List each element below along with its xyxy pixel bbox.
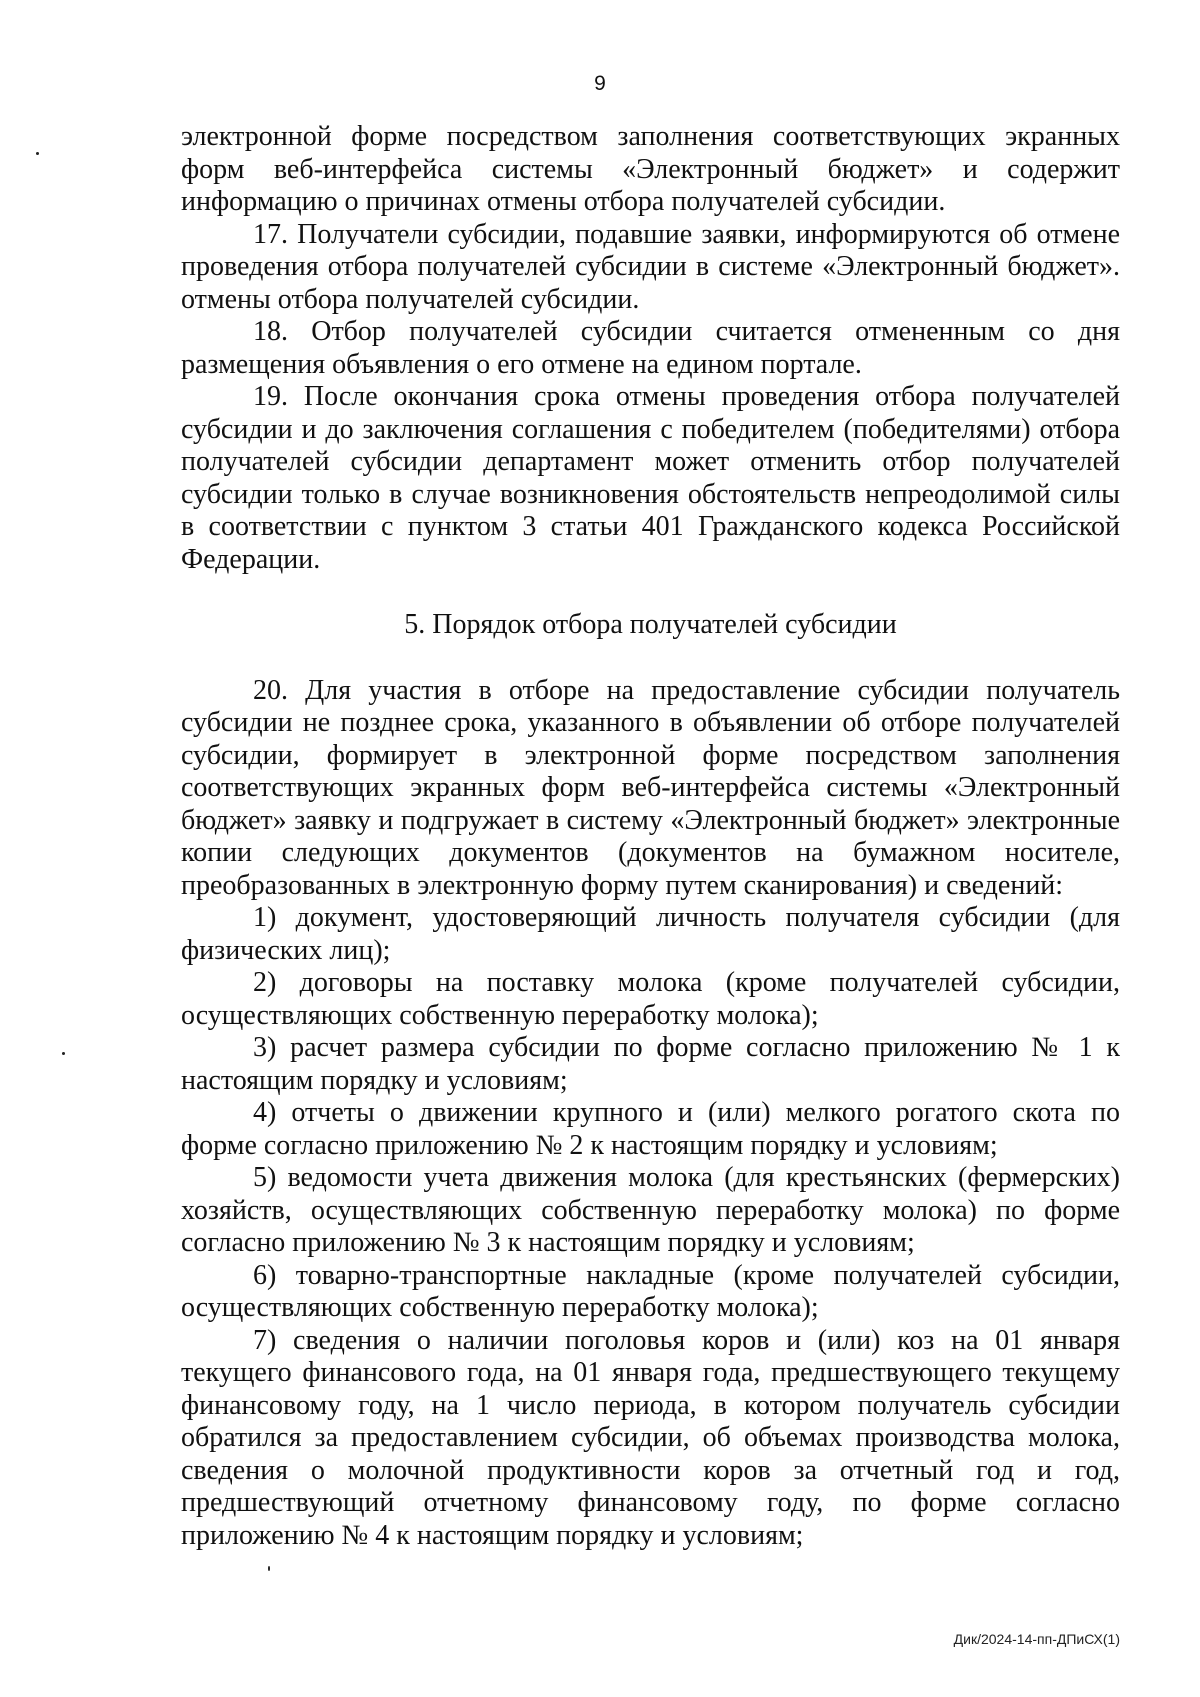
paragraph-20: 20. Для участия в отборе на предоставление субсидии получатель субсидии не позднее срока, указанного в объявлении об отборе получателей субсидии, формирует в электронной форме посредством заполнения соответствующих экранных форм веб-интерфейса системы «Электронный бюджет» заявку и подгружает в систему «Электронный бюджет» электронные копии следующих документов (документов на бумажном носителе, преобразованных в электронную форму путем сканирования) и сведений: [181, 674, 1120, 901]
document-body [181, 121, 1120, 1552]
page-number: 9 [594, 72, 606, 95]
list-item-1: 1) документ, удостоверяющий личность получателя субсидии (для физических лиц); [181, 902, 1120, 966]
paragraph-continuation: электронной форме посредством заполнения соответствующих экранных форм веб-интерфейса системы «Электронный бюджет» и содержит информацию о причинах отмены отбора получателей субсидии. [181, 121, 1120, 217]
paragraph-19: 19. После окончания срока отмены проведения отбора получателей субсидии и до заключения соглашения с победителем (победителями) отбора получателей субсидии департамент может отменить отбор получателей субсидии только в случае возникновения обстоятельств непреодолимой силы в соответствии с пунктом 3 статьи 401 Гражданского кодекса Российской Федерации. [181, 381, 1120, 575]
section-heading: 5. Порядок отбора получателей субсидии [404, 609, 897, 640]
paragraph-17: 17. Получатели субсидии, подавшие заявки, информируются об отмене проведения отбора получателей субсидии в системе «Электронный бюджет». отмены отбора получателей субсидии. [181, 218, 1120, 315]
list-item-2: 2) договоры на поставку молока (кроме получателей субсидии, осуществляющих собственную переработку молока); [181, 967, 1120, 1031]
list-item-6: 6) товарно-транспортные накладные (кроме получателей субсидии, осуществляющих собственную переработку молока); [181, 1259, 1120, 1323]
document-code: Дик/2024-14-пп-ДПиСХ(1) [953, 1631, 1120, 1647]
paragraph-18: 18. Отбор получателей субсидии считается отмененным со дня размещения объявления о его отмене на едином портале. [181, 316, 1120, 380]
scan-mark [62, 1052, 65, 1055]
list-item-4: 4) отчеты о движении крупного и (или) мелкого рогатого скота по форме согласно приложению № 2 к настоящим порядку и условиям; [181, 1097, 1120, 1161]
list-item-5: 5) ведомости учета движения молока (для крестьянских (фермерских) хозяйств, осуществляющих собственную переработку молока) по форме согласно приложению № 3 к настоящим порядку и условиям; [181, 1162, 1120, 1258]
scan-mark [36, 152, 39, 155]
list-item-7: 7) сведения о наличии поголовья коров и (или) коз на 01 января текущего финансового года, на 01 января года, предшествующего текущему финансовому году, на 1 число периода, в котором получатель субсидии обратился за предоставлением субсидии, об объемах производства молока, сведения о молочной продуктивности коров за отчетный год и год, предшествующий отчетному финансовому году, по форме согласно приложению № 4 к настоящим порядку и условиям; [181, 1324, 1120, 1551]
scan-mark [268, 1566, 270, 1571]
list-item-3: 3) расчет размера субсидии по форме согласно приложению № 1 к настоящим порядку и условиям; [181, 1032, 1120, 1096]
